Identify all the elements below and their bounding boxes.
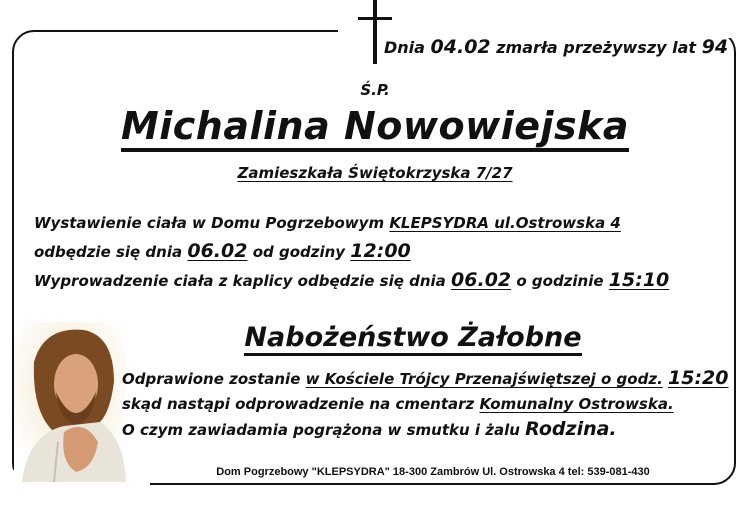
deceased-name-text: Michalina Nowowiejska [121, 104, 629, 152]
viewing-time: 12:00 [350, 240, 411, 262]
funeral-home-footer: Dom Pogrzebowy "KLEPSYDRA" 18-300 Zambrów Ul. Ostrowska 4 tel: 539-081-430 [216, 466, 650, 478]
text: Odprawione zostanie [122, 370, 301, 388]
text: o godzinie [516, 272, 604, 290]
procession-time: 15:10 [608, 269, 670, 291]
viewing-date: 06.02 [187, 240, 248, 262]
funeral-home-place: KLEPSYDRA ul.Ostrowska 4 [389, 214, 621, 232]
header-middle: zmarła przeżywszy lat [496, 38, 697, 57]
text: Wyprowadzenie ciała z kaplicy odbędzie się dnia [34, 272, 446, 290]
family-signature: Rodzina. [525, 418, 617, 440]
cross-icon [373, 0, 377, 64]
cross-icon-bar [358, 17, 392, 20]
service-line-3 [122, 417, 729, 443]
header-prefix: Dnia [384, 38, 425, 57]
viewing-info [34, 209, 669, 295]
viewing-line-2 [34, 237, 669, 266]
service-heading-text: Nabożeństwo Żałobne [244, 322, 581, 356]
service-line-2 [122, 392, 729, 417]
address [0, 164, 750, 182]
cemetery-name: Komunalny Ostrowska. [479, 395, 674, 413]
procession-date: 06.02 [451, 269, 512, 291]
text: O czym zawiadamia pogrążona w smutku i żalu [122, 421, 520, 439]
text: Wystawienie ciała w Domu Pogrzebowym [34, 214, 385, 232]
church-place: w Kościele Trójcy Przenajświętszej o godz. [305, 370, 663, 388]
title-sp: Ś.P. [360, 81, 390, 99]
service-time: 15:20 [668, 367, 729, 389]
address-text: Zamieszkała Świętokrzyska 7/27 [237, 164, 513, 182]
viewing-line-3 [34, 266, 669, 295]
service-heading [0, 322, 750, 353]
viewing-line-1 [34, 209, 669, 237]
text: od godziny [252, 243, 346, 261]
death-date-line [384, 36, 728, 58]
text: odbędzie się dnia [34, 243, 183, 261]
deceased-name [0, 104, 750, 148]
service-line-1 [122, 366, 729, 392]
text: skąd nastąpi odprowadzenie na cmentarz [122, 395, 475, 413]
death-date: 04.02 [430, 36, 491, 58]
service-info [122, 366, 729, 443]
age: 94 [701, 36, 729, 58]
